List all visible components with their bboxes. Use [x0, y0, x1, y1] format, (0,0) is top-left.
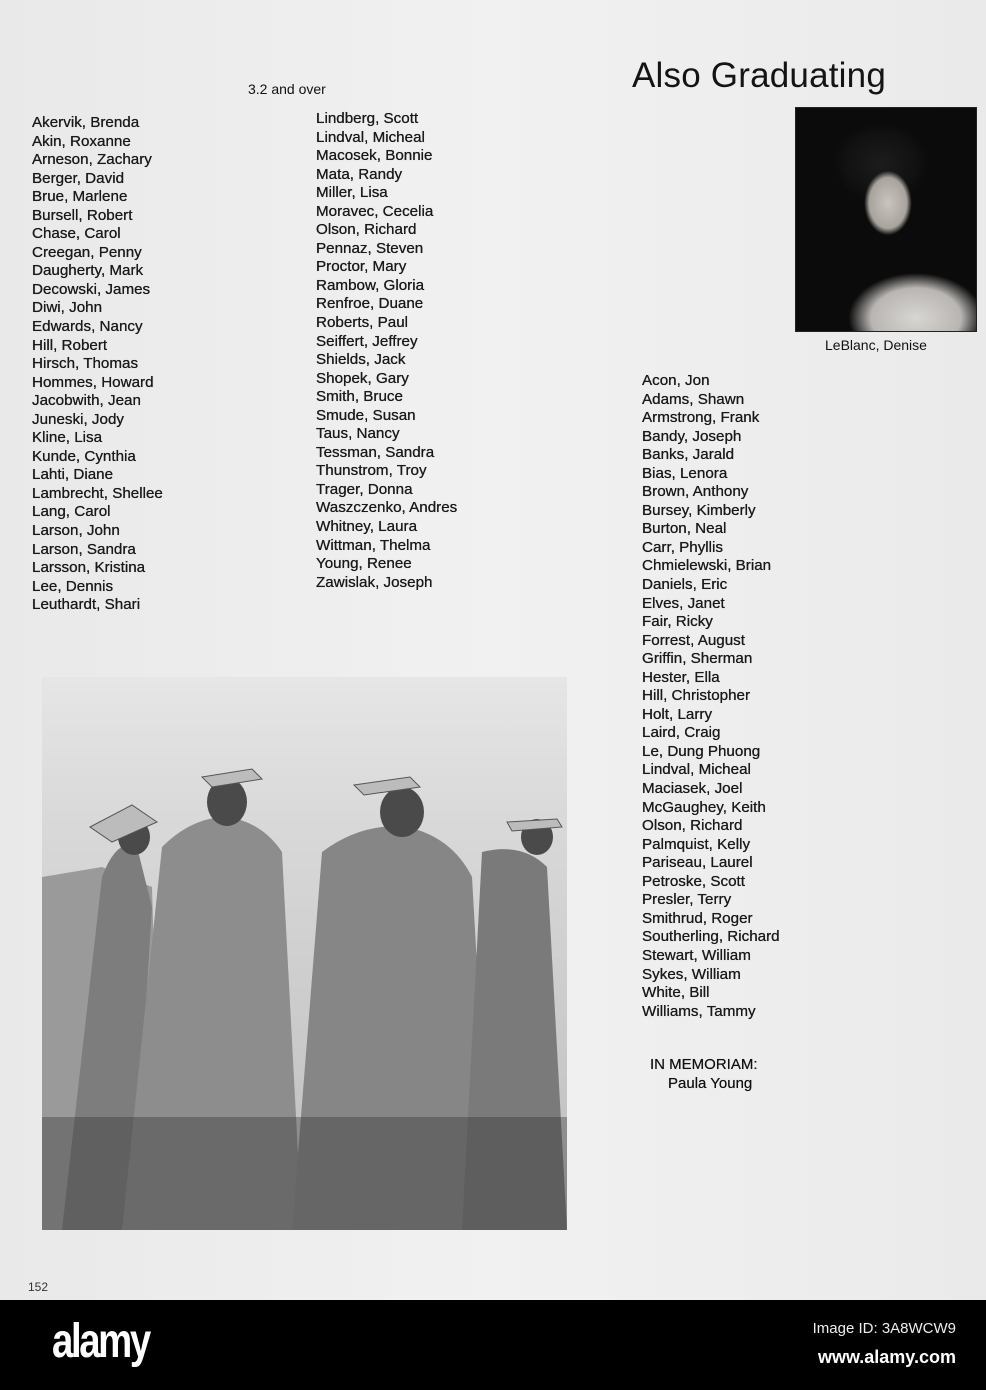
student-name: Holt, Larry — [642, 705, 713, 723]
honor-list-column-2 — [316, 110, 457, 592]
portrait-caption: LeBlanc, Denise — [825, 337, 927, 353]
student-name: Fair, Ricky — [642, 613, 713, 631]
student-name: Tessman, Sandra — [316, 443, 435, 461]
student-name: Petroske, Scott — [642, 872, 745, 890]
student-name: Diwi, John — [32, 299, 103, 317]
student-name: Bursey, Kimberly — [642, 501, 756, 519]
student-name: Laird, Craig — [642, 724, 721, 742]
student-name: Arneson, Zachary — [32, 151, 152, 169]
student-name: Macosek, Bonnie — [316, 147, 433, 165]
student-name: Larsson, Kristina — [32, 559, 146, 577]
student-name: Banks, Jarald — [642, 446, 735, 464]
student-name: Moravec, Cecelia — [316, 202, 434, 220]
student-name: Shopek, Gary — [316, 369, 409, 387]
student-name: Rambow, Gloria — [316, 276, 425, 294]
student-name: Akervik, Brenda — [32, 114, 140, 131]
student-name: Hirsch, Thomas — [32, 355, 139, 373]
student-name: Proctor, Mary — [316, 258, 407, 276]
student-name: Edwards, Nancy — [32, 318, 143, 336]
student-name: Miller, Lisa — [316, 184, 388, 202]
student-name: Berger, David — [32, 169, 125, 187]
student-name: Waszczenko, Andres — [316, 499, 458, 517]
student-name: Maciasek, Joel — [642, 780, 743, 798]
student-name: Trager, Donna — [316, 480, 413, 498]
student-name: Jacobwith, Jean — [32, 392, 141, 410]
student-name: Burton, Neal — [642, 520, 727, 538]
student-name: Lindval, Micheal — [316, 128, 425, 146]
student-name: McGaughey, Keith — [642, 798, 766, 816]
student-name: Thunstrom, Troy — [316, 462, 427, 480]
student-name: Sykes, William — [642, 965, 741, 983]
student-name: Creegan, Penny — [32, 243, 142, 261]
student-name: Adams, Shawn — [642, 390, 745, 408]
student-name: Hommes, Howard — [32, 373, 154, 391]
student-name: Le, Dung Phuong — [642, 742, 761, 760]
student-name: Pennaz, Steven — [316, 239, 424, 257]
watermark-bar — [0, 1300, 986, 1390]
student-name: Whitney, Laura — [316, 518, 418, 536]
student-name: Hester, Ella — [642, 668, 720, 686]
student-name: Lang, Carol — [32, 503, 111, 521]
student-name: Daugherty, Mark — [32, 262, 144, 280]
student-name: Smude, Susan — [316, 406, 416, 424]
student-name: Acon, Jon — [642, 372, 710, 389]
student-name: Palmquist, Kelly — [642, 835, 751, 853]
student-name: Smithrud, Roger — [642, 909, 753, 927]
student-name: Olson, Richard — [316, 221, 417, 239]
student-name: Elves, Janet — [642, 594, 725, 612]
student-name: Brown, Anthony — [642, 483, 749, 501]
graduates-photo — [42, 677, 567, 1230]
student-name: Decowski, James — [32, 280, 151, 298]
student-name: Bursell, Robert — [32, 206, 133, 224]
student-name: Chmielewski, Brian — [642, 557, 772, 575]
image-id: Image ID: 3A8WCW9 — [812, 1320, 956, 1337]
student-name: Renfroe, Duane — [316, 295, 424, 313]
watermark-url: www.alamy.com — [817, 1347, 956, 1367]
student-name: Griffin, Sherman — [642, 650, 753, 668]
student-name: Hill, Robert — [32, 336, 108, 354]
page-title: Also Graduating — [632, 56, 886, 95]
student-name: Mata, Randy — [316, 165, 403, 183]
student-name: Taus, Nancy — [316, 425, 400, 443]
student-name: Kline, Lisa — [32, 429, 103, 447]
student-name: Lambrecht, Shellee — [32, 484, 163, 502]
student-name: Bias, Lenora — [642, 464, 728, 482]
student-name: Smith, Bruce — [316, 388, 403, 406]
student-name: Armstrong, Frank — [642, 409, 760, 427]
student-name: Kunde, Cynthia — [32, 447, 136, 465]
student-name: Daniels, Eric — [642, 576, 728, 594]
in-memoriam — [650, 1055, 758, 1093]
student-name: Pariseau, Laurel — [642, 854, 753, 872]
student-name: Seiffert, Jeffrey — [316, 332, 418, 350]
memoriam-name: Paula Young — [668, 1075, 753, 1092]
student-name: Brue, Marlene — [32, 188, 128, 206]
student-name: Akin, Roxanne — [32, 132, 131, 150]
student-name: Presler, Terry — [642, 891, 732, 909]
student-name: Chase, Carol — [32, 225, 121, 243]
student-name: Leuthardt, Shari — [32, 596, 141, 614]
student-name: Williams, Tammy — [642, 1002, 756, 1020]
student-name: Juneski, Jody — [32, 410, 125, 428]
student-name: Lindberg, Scott — [316, 110, 419, 127]
student-name: Lahti, Diane — [32, 466, 114, 484]
student-name: Carr, Phyllis — [642, 538, 724, 556]
honor-subhead: 3.2 and over — [248, 81, 326, 97]
student-name: Hill, Christopher — [642, 687, 751, 705]
student-name: Olson, Richard — [642, 817, 743, 835]
student-name: Lee, Dennis — [32, 577, 114, 595]
student-name: Young, Renee — [316, 555, 412, 573]
memoriam-label: IN MEMORIAM: — [650, 1056, 758, 1073]
student-name: White, Bill — [642, 984, 710, 1002]
student-name: Southerling, Richard — [642, 928, 780, 946]
alamy-logo: alamy — [52, 1315, 149, 1368]
student-name: Larson, John — [32, 522, 120, 540]
student-name: Forrest, August — [642, 631, 745, 649]
student-name: Shields, Jack — [316, 351, 406, 369]
student-name: Bandy, Joseph — [642, 427, 742, 445]
page-number: 152 — [28, 1280, 49, 1294]
student-name: Wittman, Thelma — [316, 536, 431, 554]
student-name: Roberts, Paul — [316, 314, 409, 332]
honor-list-column-1 — [32, 114, 163, 615]
student-name: Larson, Sandra — [32, 540, 136, 558]
also-graduating-list — [642, 372, 780, 1021]
student-name: Zawislak, Joseph — [316, 573, 433, 591]
student-name: Lindval, Micheal — [642, 761, 751, 779]
student-portrait-photo — [795, 107, 977, 332]
student-name: Stewart, William — [642, 946, 751, 964]
